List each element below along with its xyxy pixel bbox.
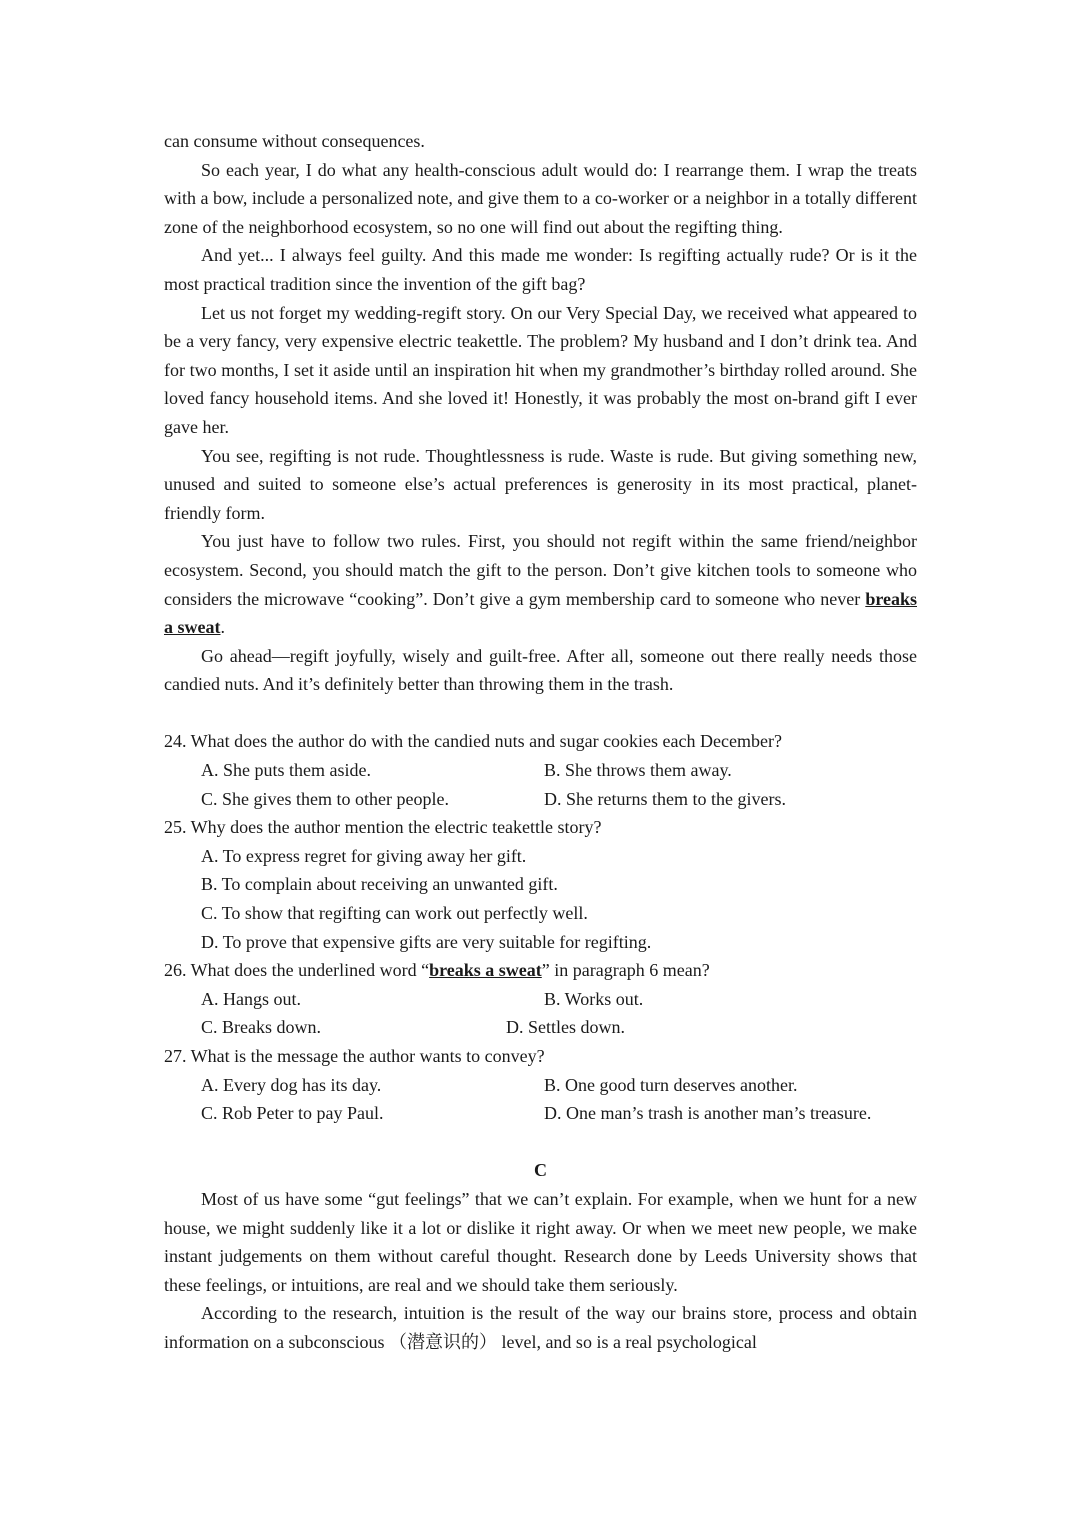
question-27 bbox=[164, 1042, 917, 1128]
question-25-stem: 25. Why does the author mention the electric teakettle story? bbox=[164, 817, 602, 838]
question-27-option-d: D. One man’s trash is another man’s treasure. bbox=[544, 1103, 872, 1124]
passage-b-paragraph-5 bbox=[164, 527, 917, 641]
question-25-option-b: B. To complain about receiving an unwanted gift. bbox=[201, 874, 558, 895]
paragraph-5-text: You just have to follow two rules. First, you should not regift within the same friend/neighbor ecosystem. Second, you should match the gift to the person. Don’t give kitchen tools to someone who considers the microwave “cooking”. Don’t give a gym membership card to someone who never bbox=[164, 531, 917, 609]
question-26-stem-start: 26. What does the underlined word “ bbox=[164, 960, 430, 981]
question-25 bbox=[164, 813, 917, 956]
question-25-option-d: D. To prove that expensive gifts are very suitable for regifting. bbox=[201, 931, 652, 952]
underlined-phrase: breaks a sweat bbox=[164, 588, 917, 638]
question-26-option-d: D. Settles down. bbox=[506, 1017, 625, 1038]
question-27-options bbox=[164, 1071, 917, 1128]
question-24-options bbox=[164, 756, 917, 813]
question-25-option-a: A. To express regret for giving away her gift. bbox=[201, 845, 527, 866]
exam-page bbox=[164, 127, 917, 1357]
passage-b-paragraph-0: can consume without consequences. bbox=[164, 131, 425, 151]
question-24-option-a: A. She puts them aside. bbox=[201, 760, 371, 781]
passage-c-paragraph-2: According to the research, intuition is the result of the way our brains store, process and obtain information on a subconscious （潜意识的） level, and so is a real psychological bbox=[164, 1303, 917, 1352]
question-27-option-c: C. Rob Peter to pay Paul. bbox=[201, 1103, 384, 1124]
question-24 bbox=[164, 727, 917, 813]
passage-b-paragraph-6: Go ahead—regift joyfully, wisely and guilt-free. After all, someone out there really needs those candied nuts. And it’s definitely better than throwing them in the trash. bbox=[164, 645, 917, 695]
question-24-stem: 24. What does the author do with the candied nuts and sugar cookies each December? bbox=[164, 731, 782, 752]
passage-c-paragraph-1: Most of us have some “gut feelings” that we can’t explain. For example, when we hunt for a new house, we might suddenly like it a lot or dislike it right away. Or when we meet new people, we make instant judgements on them without careful thought. Research done by Leeds University shows that these feelings, or intuitions, are real and we should take them seriously. bbox=[164, 1188, 917, 1295]
question-24-option-b: B. She throws them away. bbox=[544, 760, 732, 781]
question-24-option-c: C. She gives them to other people. bbox=[201, 788, 449, 809]
spacer bbox=[164, 1128, 917, 1157]
passage-b-paragraph-4: You see, regifting is not rude. Thoughtlessness is rude. Waste is rude. But giving something new, unused and suited to someone else’s actual preferences is generosity in its most practical, planet-friendly form. bbox=[164, 445, 917, 523]
question-26-options-row-1 bbox=[164, 985, 917, 1014]
question-27-stem: 27. What is the message the author wants to convey? bbox=[164, 1046, 545, 1066]
passage-b-paragraph-2: And yet... I always feel guilty. And this made me wonder: Is regifting actually rude? Or is it the most practical tradition since the invention of the gift bag? bbox=[164, 245, 917, 294]
question-26-option-b: B. Works out. bbox=[544, 988, 644, 1009]
passage-b-paragraph-1: So each year, I do what any health-conscious adult would do: I rearrange them. I wrap the treats with a bow, include a personalized note, and give them to a co-worker or a neighbor in a totally different zone of the neighborhood ecosystem, so no one will find out about the regifting thing. bbox=[164, 159, 917, 237]
paragraph-5-end: . bbox=[220, 617, 225, 638]
question-26-options-row-2 bbox=[164, 1013, 917, 1042]
question-27-option-b: B. One good turn deserves another. bbox=[544, 1074, 798, 1095]
question-26-option-a: A. Hangs out. bbox=[201, 988, 301, 1009]
question-27-option-a: A. Every dog has its day. bbox=[201, 1074, 382, 1095]
question-26-option-c: C. Breaks down. bbox=[201, 1017, 321, 1038]
question-26-stem-end: ” in paragraph 6 mean? bbox=[541, 960, 710, 981]
question-26-underlined-phrase: breaks a sweat bbox=[429, 960, 542, 981]
passage-b-paragraph-3: Let us not forget my wedding-regift story. On our Very Special Day, we received what appeared to be a very fancy, very expensive electric teakettle. The problem? My husband and I don’t drink tea. And for two months, I set it aside until an inspiration hit when my grandmother’s birthday rolled around. She loved fancy household items. And she loved it! Honestly, it was probably the most on-brand gift I ever gave her. bbox=[164, 302, 917, 437]
section-c-title: C bbox=[534, 1160, 547, 1181]
question-26-stem bbox=[164, 956, 917, 985]
question-25-option-c: C. To show that regifting can work out perfectly well. bbox=[201, 903, 588, 924]
spacer bbox=[164, 699, 917, 728]
question-26 bbox=[164, 956, 917, 1042]
question-24-option-d: D. She returns them to the givers. bbox=[544, 788, 786, 809]
